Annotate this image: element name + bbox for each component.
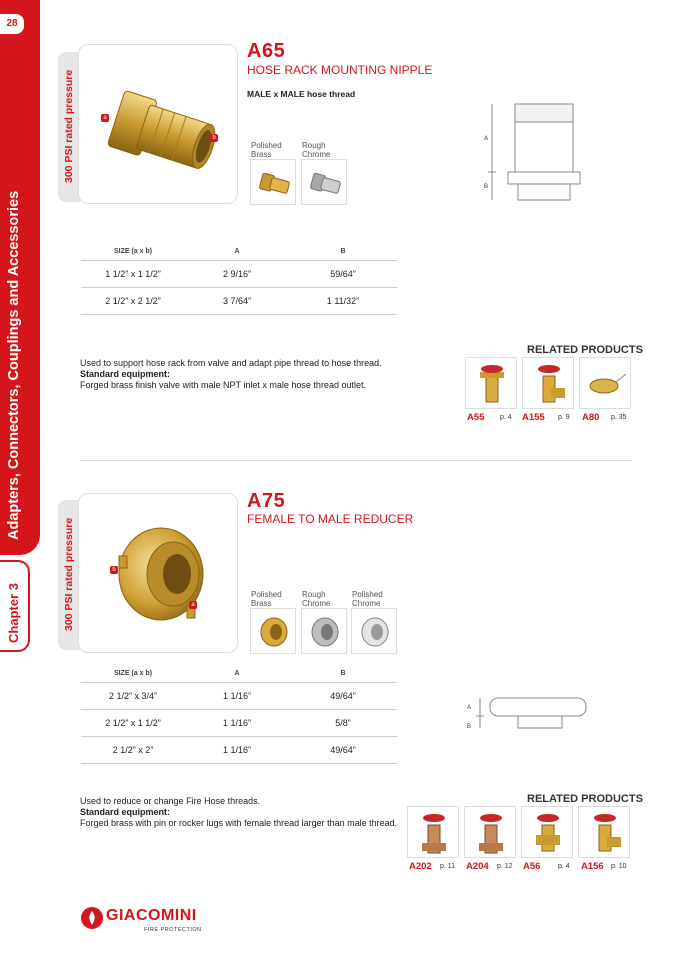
- product-image-box: [78, 44, 238, 204]
- product-description: [80, 358, 400, 391]
- product-name: HOSE RACK MOUNTING NIPPLE: [247, 63, 433, 77]
- related-page: p. 35: [611, 414, 627, 421]
- finish-rough-chrome-swatch: [301, 159, 347, 205]
- section-divider: [80, 460, 632, 461]
- finish-polished-brass-swatch: [250, 159, 296, 205]
- product-code: A65: [247, 40, 286, 62]
- product-name: FEMALE TO MALE REDUCER: [247, 512, 414, 526]
- cell-size: 2 1/2” x 1 1/2”: [81, 709, 185, 736]
- dimension-b-label: B: [484, 184, 489, 190]
- dimension-a-label: A: [467, 705, 472, 711]
- marker-b: b: [110, 566, 118, 574]
- cell-b: 5/8”: [289, 709, 397, 736]
- technical-drawing-a65: [482, 98, 592, 208]
- usage-text: Used to reduce or change Fire Hose threads.: [80, 796, 261, 806]
- table-row: [81, 260, 397, 287]
- finish-label-rough-chrome: Rough Chrome: [302, 590, 331, 608]
- related-products-title: RELATED PRODUCTS: [527, 793, 643, 805]
- marker-b: b: [210, 134, 218, 142]
- related-product-a80[interactable]: [579, 357, 631, 409]
- related-code[interactable]: A204: [466, 861, 489, 872]
- pressure-rating: 300 PSI rated pressure: [63, 69, 75, 183]
- related-product-a155[interactable]: [522, 357, 574, 409]
- cell-b: 49/64”: [289, 736, 397, 763]
- page-number: 28: [0, 14, 24, 34]
- product-description: [80, 796, 400, 829]
- related-product-a156[interactable]: [578, 806, 630, 858]
- thread-type: MALE x MALE hose thread: [247, 89, 356, 99]
- cell-a: 1 1/16”: [185, 736, 289, 763]
- cell-b: 1 11/32”: [289, 287, 397, 314]
- related-product-a56[interactable]: [521, 806, 573, 858]
- related-code[interactable]: A80: [582, 412, 600, 423]
- finish-label-polished-brass: Polished Brass: [251, 141, 282, 159]
- finish-rough-chrome-swatch: [301, 608, 347, 654]
- chapter-label: Chapter 3: [6, 583, 21, 643]
- cell-size: 2 1/2” x 2 1/2”: [81, 287, 185, 314]
- cell-size: 2 1/2” x 2”: [81, 736, 185, 763]
- equipment-text: Forged brass with pin or rocker lugs with female thread larger than male thread.: [80, 818, 398, 828]
- related-page: p. 4: [558, 863, 570, 870]
- cell-b: 59/64”: [289, 260, 397, 287]
- reducer-image: [79, 494, 239, 654]
- col-b: B: [340, 248, 346, 256]
- product-code: A75: [247, 490, 286, 512]
- related-product-a55[interactable]: [465, 357, 517, 409]
- finish-polished-brass-swatch: [250, 608, 296, 654]
- related-page: p. 10: [611, 863, 627, 870]
- col-size: SIZE (a x b): [113, 670, 153, 678]
- finish-label-rough-chrome: Rough Chrome: [302, 141, 331, 159]
- cell-size: 1 1/2” x 1 1/2”: [81, 260, 185, 287]
- equipment-label: Standard equipment:: [80, 807, 171, 817]
- dimension-a-label: A: [484, 136, 489, 142]
- giacomini-logo-icon: [80, 906, 104, 930]
- related-page: p. 11: [440, 863, 456, 870]
- usage-text: Used to support hose rack from valve and adapt pipe thread to hose thread.: [80, 358, 382, 368]
- marker-a: a: [189, 601, 197, 609]
- col-a: A: [234, 670, 240, 678]
- dimension-b-label: B: [467, 724, 472, 730]
- cell-a: 3 7/64”: [185, 287, 289, 314]
- equipment-text: Forged brass finish valve with male NPT inlet x male hose thread outlet.: [80, 380, 366, 390]
- cell-a: 1 1/16”: [185, 709, 289, 736]
- related-page: p. 12: [497, 863, 513, 870]
- col-a: A: [234, 248, 240, 256]
- nipple-image: [79, 45, 239, 205]
- pressure-rating: 300 PSI rated pressure: [63, 517, 75, 631]
- related-code[interactable]: A156: [581, 861, 604, 872]
- related-page: p. 4: [500, 414, 512, 421]
- cell-a: 2 9/16”: [185, 260, 289, 287]
- cell-size: 2 1/2” x 3/4”: [81, 682, 185, 709]
- table-row: [81, 736, 397, 763]
- equipment-label: Standard equipment:: [80, 369, 171, 379]
- finish-polished-chrome-swatch: [351, 608, 397, 654]
- spec-table-a75: [81, 666, 397, 764]
- related-product-a204[interactable]: [464, 806, 516, 858]
- related-product-a202[interactable]: [407, 806, 459, 858]
- table-row: [81, 709, 397, 736]
- related-code[interactable]: A56: [523, 861, 541, 872]
- related-code[interactable]: A155: [522, 412, 545, 423]
- logo-name: GIACOMINI: [106, 907, 197, 924]
- cell-b: 49/64”: [289, 682, 397, 709]
- section-title: Adapters, Connectors, Couplings and Accessories: [6, 190, 22, 540]
- table-row: [81, 287, 397, 314]
- product-image-box: [78, 493, 238, 653]
- spec-table-a65: [81, 244, 397, 315]
- col-b: B: [340, 670, 346, 678]
- cell-a: 1 1/16”: [185, 682, 289, 709]
- col-size: SIZE (a x b): [113, 248, 153, 256]
- related-code[interactable]: A55: [467, 412, 485, 423]
- marker-a: a: [101, 114, 109, 122]
- related-code[interactable]: A202: [409, 861, 432, 872]
- related-products-title: RELATED PRODUCTS: [527, 344, 643, 356]
- logo-tagline: FIRE PROTECTION: [144, 927, 202, 933]
- finish-label-polished-chrome: Polished Chrome: [352, 590, 383, 608]
- related-page: p. 9: [558, 414, 570, 421]
- table-row: [81, 682, 397, 709]
- finish-label-polished-brass: Polished Brass: [251, 590, 282, 608]
- technical-drawing-a75: [472, 694, 592, 734]
